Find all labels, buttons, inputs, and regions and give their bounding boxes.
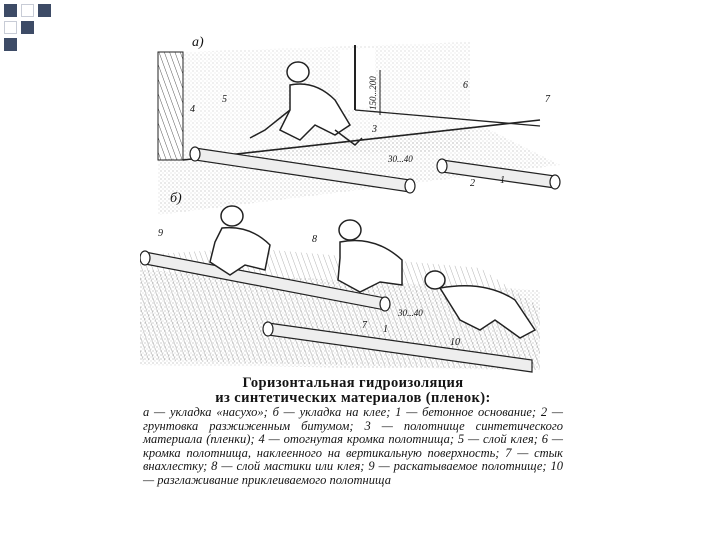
- wall-hatch: [158, 52, 183, 160]
- deco-square: [38, 4, 51, 17]
- panel-b: [140, 191, 540, 372]
- panel-a-label: а): [192, 35, 204, 50]
- deco-square: [21, 21, 34, 34]
- caption-title-line1: Горизонтальная гидроизоляция: [242, 375, 464, 391]
- callout-1b: 1: [383, 324, 388, 335]
- deco-square: [21, 4, 34, 17]
- dimension-height: 150...200: [368, 76, 378, 110]
- worker-figure: [210, 206, 270, 275]
- callout-8: 8: [312, 234, 317, 245]
- caption-title-line2: из синтетических материалов (пленок):: [215, 390, 491, 406]
- callout-9: 9: [158, 228, 163, 239]
- dimension-overlap-b: 30...40: [398, 308, 423, 318]
- dimension-overlap-a: 30...40: [388, 154, 413, 164]
- callout-7: 7: [545, 94, 550, 105]
- caption-body: а — укладка «насухо»; б — укладка на клее; 1 — бетонное основание; 2 — грунтовка разжиженным битумом; 3 — полотнище синтетического материала (пленки); 4 — отогнутая кромка полотнища; 5 — слой клея; 6 — кромка полотнища, наклеенного на вертикальную поверхность; 7 — стык внахлестку; 8 — слой мастики или клея; 9 — раскатываемое полотнище; 10 — разглаживание приклеиваемого полотнища: [143, 405, 563, 487]
- callout-2: 2: [470, 178, 475, 189]
- waterproofing-illustration: [140, 30, 565, 375]
- callout-3: 3: [372, 124, 377, 135]
- panel-a: [158, 35, 560, 215]
- deco-square: [4, 4, 17, 17]
- figure-caption: [143, 376, 563, 488]
- panel-b-label: б): [170, 191, 182, 206]
- deco-square: [4, 38, 17, 51]
- worker-figure: [338, 220, 402, 292]
- callout-5: 5: [222, 94, 227, 105]
- deco-square: [4, 21, 17, 34]
- callout-7b: 7: [362, 320, 367, 331]
- callout-4: 4: [190, 104, 195, 115]
- callout-10: 10: [450, 337, 460, 348]
- callout-1: 1: [500, 175, 505, 186]
- callout-6: 6: [463, 80, 468, 91]
